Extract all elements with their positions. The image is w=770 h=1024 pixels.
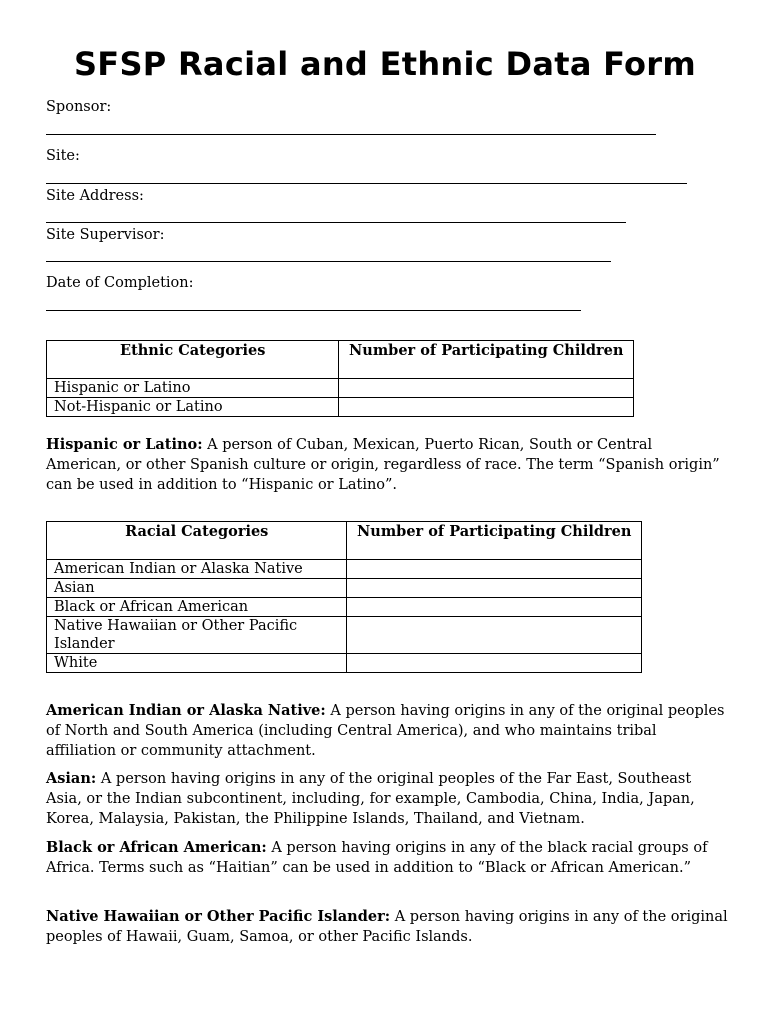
racial-category-cell: Black or African American	[47, 598, 347, 617]
racial-category-cell: American Indian or Alaska Native	[47, 560, 347, 579]
ethnic-categories-table	[46, 340, 634, 417]
racial-categories-header: Racial Categories	[47, 522, 347, 560]
count-cell[interactable]	[347, 579, 642, 598]
site-supervisor-line[interactable]	[46, 261, 611, 262]
ethnic-category-cell: Hispanic or Latino	[47, 379, 339, 398]
racial-category-cell: White	[47, 654, 347, 673]
definition-term: Asian:	[46, 770, 97, 787]
site-address-label: Site Address:	[46, 188, 144, 204]
table-row	[47, 560, 642, 579]
count-cell[interactable]	[347, 617, 642, 654]
count-cell[interactable]	[339, 379, 634, 398]
definition-text: A person having origins in any of the original peoples of North and South America (including Central America), and who maintains tribal affiliation or community attachment.	[46, 703, 725, 759]
sponsor-line[interactable]	[46, 134, 656, 135]
definition-text: A person of Cuban, Mexican, Puerto Rican, South or Central American, or other Spanish culture or origin, regardless of race. The term “Spanish origin” can be used in addition to “Hispanic or Latino”.	[46, 437, 720, 493]
participating-children-header: Number of Participating Children	[347, 522, 642, 560]
definition-term: American Indian or Alaska Native:	[46, 702, 326, 719]
count-cell[interactable]	[347, 598, 642, 617]
definition-text: A person having origins in any of the black racial groups of Africa. Terms such as “Haitian” can be used in addition to “Black or African American.”	[46, 840, 708, 876]
site-address-line[interactable]	[46, 222, 626, 223]
date-of-completion-line[interactable]	[46, 310, 581, 311]
definition-term: Black or African American:	[46, 839, 267, 856]
hispanic-latino-definition	[46, 435, 730, 495]
table-header-row	[47, 341, 634, 379]
site-label: Site:	[46, 148, 80, 164]
table-row	[47, 654, 642, 673]
table-row	[47, 398, 634, 417]
table-row	[47, 598, 642, 617]
sponsor-label: Sponsor:	[46, 99, 112, 115]
definition-text: A person having origins in any of the original peoples of the Far East, Southeast Asia, or the Indian subcontinent, including, for example, Cambodia, China, India, Japan, Korea, Malaysia, Pakistan, the Philippine Islands, Thailand, and Vietnam.	[46, 771, 695, 827]
table-row	[47, 379, 634, 398]
ethnic-categories-header: Ethnic Categories	[47, 341, 339, 379]
asian-definition	[46, 769, 730, 829]
definition-text: A person having origins in any of the original peoples of Hawaii, Guam, Samoa, or other Pacific Islands.	[46, 909, 728, 945]
table-header-row	[47, 522, 642, 560]
black-african-american-definition	[46, 838, 730, 878]
page-title: SFSP Racial and Ethnic Data Form	[73, 45, 697, 83]
racial-category-cell: Native Hawaiian or Other Pacific Islander	[47, 617, 347, 654]
racial-categories-table	[46, 521, 642, 673]
american-indian-definition	[46, 701, 730, 761]
table-row	[47, 579, 642, 598]
count-cell[interactable]	[347, 654, 642, 673]
definition-term: Hispanic or Latino:	[46, 436, 203, 453]
native-hawaiian-definition	[46, 907, 730, 947]
count-cell[interactable]	[347, 560, 642, 579]
count-cell[interactable]	[339, 398, 634, 417]
site-line[interactable]	[46, 183, 687, 184]
definition-term: Native Hawaiian or Other Pacific Islander:	[46, 908, 391, 925]
ethnic-category-cell: Not-Hispanic or Latino	[47, 398, 339, 417]
racial-category-cell: Asian	[47, 579, 347, 598]
participating-children-header: Number of Participating Children	[339, 341, 634, 379]
site-supervisor-label: Site Supervisor:	[46, 227, 165, 243]
table-row	[47, 617, 642, 654]
date-of-completion-label: Date of Completion:	[46, 275, 194, 291]
